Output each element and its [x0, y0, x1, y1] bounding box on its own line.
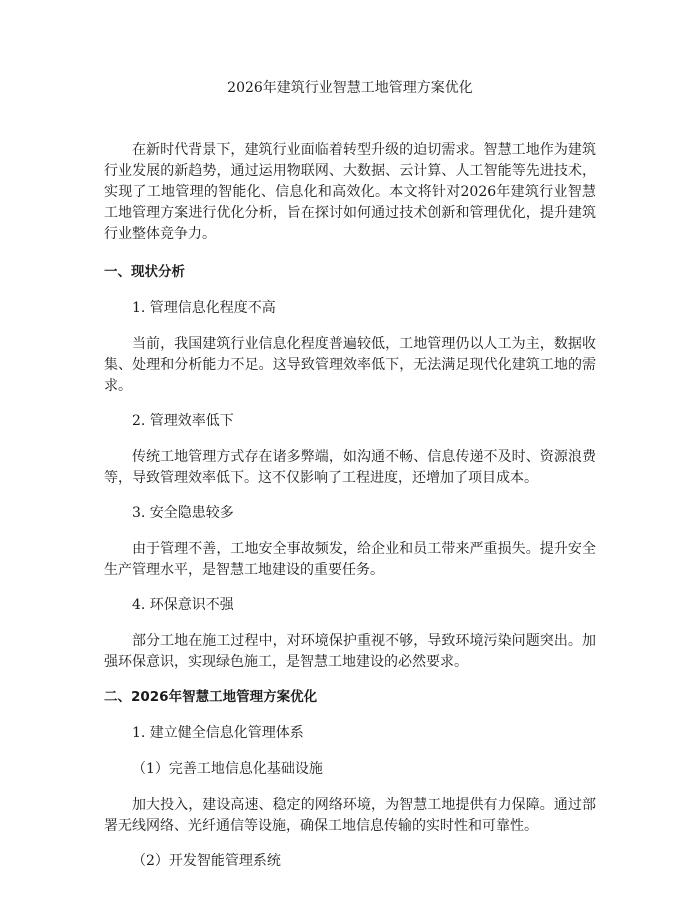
section-heading-status: 一、现状分析: [104, 264, 185, 280]
paragraph-infrastructure: 加大投入，建设高速、稳定的网络环境，为智慧工地提供有力保障。通过部署无线网络、光纤通信等设施，确保工地信息传输的实时性和可靠性。: [104, 797, 596, 834]
paragraph-environment: 部分工地在施工过程中，对环境保护重视不够，导致环境污染问题突出。加强环保意识，实现绿色施工，是智慧工地建设的必然要求。: [104, 633, 596, 670]
point-heading-smart-system: （2）开发智能管理系统: [132, 853, 281, 869]
subheading-environment: 4. 环保意识不强: [132, 597, 234, 613]
section-heading-optimization: 二、2026年智慧工地管理方案优化: [104, 689, 318, 705]
subheading-safety: 3. 安全隐患较多: [132, 505, 234, 521]
document-title: 2026年建筑行业智慧工地管理方案优化: [227, 80, 473, 96]
document-page: [104, 78, 596, 887]
point-heading-infrastructure: （1）完善工地信息化基础设施: [132, 761, 323, 777]
paragraph-efficiency: 传统工地管理方式存在诸多弊端，如沟通不畅、信息传递不及时、资源浪费等，导致管理效率低下。这不仅影响了工程进度，还增加了项目成本。: [104, 449, 596, 486]
paragraph-safety: 由于管理不善，工地安全事故频发，给企业和员工带来严重损失。提升安全生产管理水平，是智慧工地建设的重要任务。: [104, 541, 596, 578]
subheading-info-system: 1. 建立健全信息化管理体系: [132, 725, 304, 741]
intro-paragraph: 在新时代背景下，建筑行业面临着转型升级的迫切需求。智慧工地作为建筑行业发展的新趋势，通过运用物联网、大数据、云计算、人工智能等先进技术，实现了工地管理的智能化、信息化和高效化。本文将针对2026年建筑行业智慧工地管理方案进行优化分析，旨在探讨如何通过技术创新和管理优化，提升建筑行业整体竞争力。: [104, 142, 596, 242]
subheading-informatization: 1. 管理信息化程度不高: [132, 300, 276, 316]
paragraph-informatization: 当前，我国建筑行业信息化程度普遍较低，工地管理仍以人工为主，数据收集、处理和分析能力不足。这导致管理效率低下，无法满足现代化建筑工地的需求。: [104, 336, 596, 394]
subheading-efficiency: 2. 管理效率低下: [132, 413, 234, 429]
